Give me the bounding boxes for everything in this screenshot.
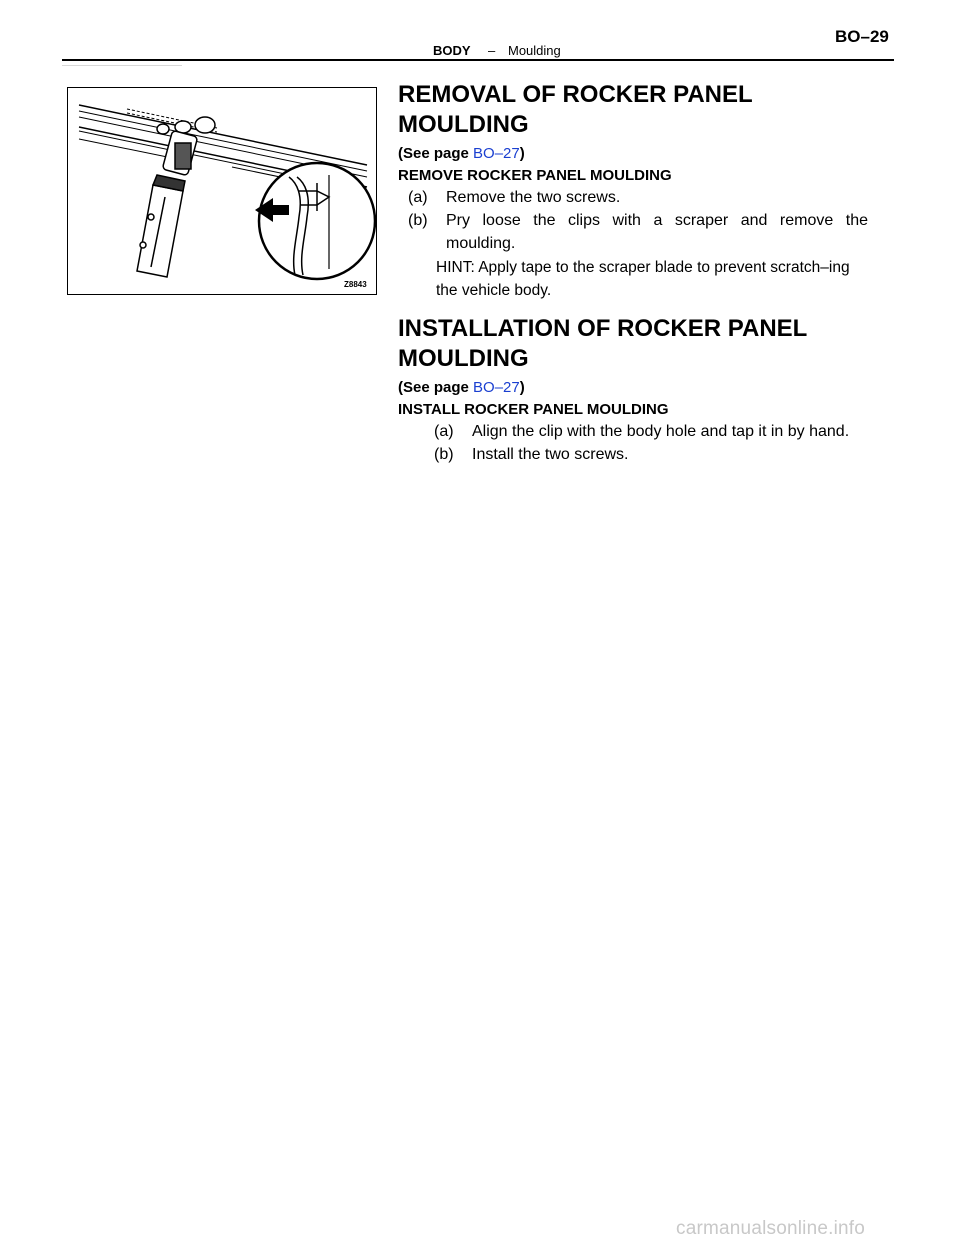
installation-step-b bbox=[398, 443, 868, 466]
illustration-svg bbox=[67, 87, 377, 295]
see-page-suffix: ) bbox=[519, 145, 525, 162]
removal-heading-line1: REMOVAL OF ROCKER PANEL bbox=[398, 81, 753, 108]
removal-step-a bbox=[398, 186, 868, 209]
step-label: (a) bbox=[434, 423, 454, 440]
see-page-prefix: (See page bbox=[398, 145, 474, 162]
installation-heading-line2: MOULDING bbox=[398, 345, 529, 372]
installation-step-title: INSTALL ROCKER PANEL MOULDING bbox=[398, 401, 669, 418]
figure-label: Z8843 bbox=[344, 280, 367, 289]
step-text: Install the two screws. bbox=[472, 446, 629, 463]
installation-step-a bbox=[398, 420, 868, 443]
section-name: BODY bbox=[433, 43, 471, 58]
see-page-link[interactable]: BO–27 bbox=[473, 379, 520, 396]
removal-see-page bbox=[398, 143, 868, 165]
see-page-prefix: (See page bbox=[398, 379, 474, 396]
removal-heading-line2: MOULDING bbox=[398, 111, 529, 138]
header-rule-faint bbox=[62, 65, 182, 66]
removal-step-b bbox=[398, 209, 868, 255]
removal-step-title: REMOVE ROCKER PANEL MOULDING bbox=[398, 167, 672, 184]
removal-hint: HINT: Apply tape to the scraper blade to prevent scratch–ing the vehicle body. bbox=[436, 259, 850, 299]
see-page-link[interactable]: BO–27 bbox=[473, 145, 520, 162]
header-separator: – bbox=[488, 43, 496, 58]
watermark: carmanualsonline.info bbox=[676, 1218, 866, 1239]
installation-section bbox=[398, 314, 868, 466]
step-label: (b) bbox=[434, 446, 454, 463]
step-label: (b) bbox=[408, 212, 428, 229]
see-page-suffix: ) bbox=[519, 379, 525, 396]
subsection-name: Moulding bbox=[508, 43, 561, 58]
step-text: Pry loose the clips with a scraper and remove the moulding. bbox=[446, 212, 868, 252]
step-text: Align the clip with the body hole and tap it in by hand. bbox=[472, 423, 850, 440]
main-content bbox=[398, 80, 868, 466]
page-number: BO–29 bbox=[835, 27, 889, 46]
removal-section bbox=[398, 80, 868, 302]
installation-heading-line1: INSTALLATION OF ROCKER PANEL bbox=[398, 315, 808, 342]
rocker-panel-clip-illustration bbox=[67, 87, 377, 295]
step-label: (a) bbox=[408, 189, 428, 206]
step-text: Remove the two screws. bbox=[446, 189, 621, 206]
header-rule bbox=[62, 59, 894, 61]
removal-heading bbox=[398, 80, 868, 140]
installation-see-page bbox=[398, 377, 868, 399]
page-header bbox=[0, 0, 960, 64]
installation-heading bbox=[398, 314, 868, 374]
